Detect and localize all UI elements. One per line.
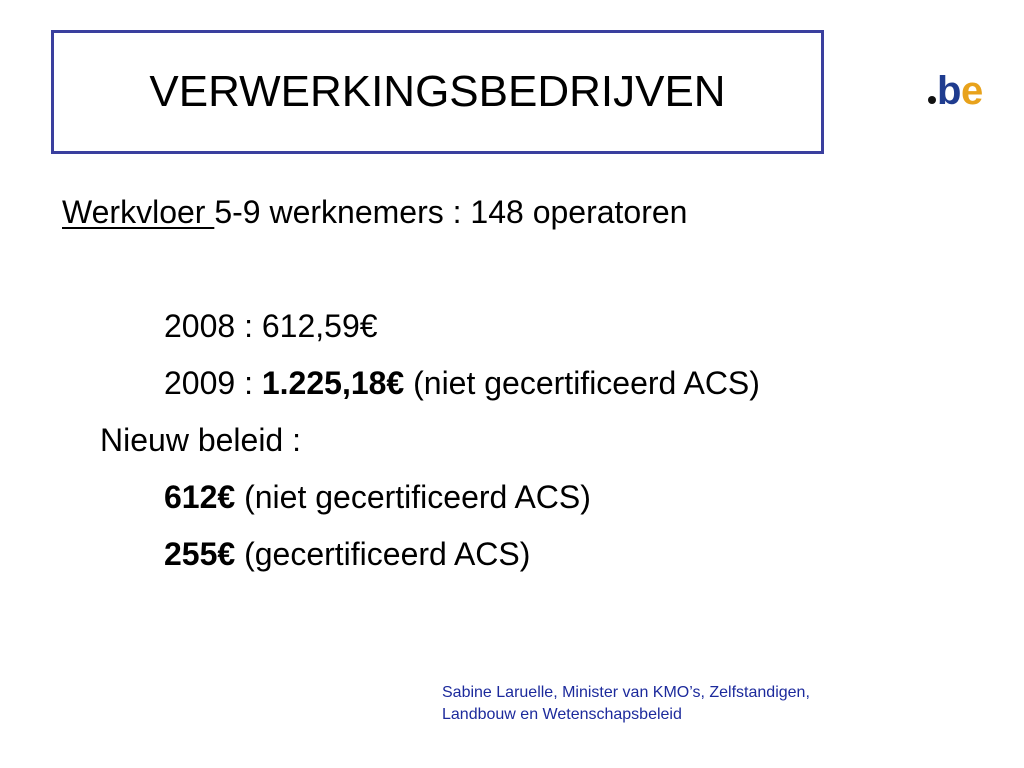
line-werkvloer <box>62 193 687 231</box>
line-255 <box>164 535 530 573</box>
footer-line-2: Landbouw en Wetenschapsbeleid <box>442 706 682 723</box>
nieuw-beleid-label: Nieuw beleid : <box>100 422 301 458</box>
be-logo-letter-b: b <box>937 69 962 110</box>
year-2009-amount: 1.225,18€ <box>261 365 405 401</box>
footer-credit <box>442 682 810 726</box>
year-2009-note: (niet gecertificeerd ACS) <box>404 365 760 401</box>
be-logo-icon <box>926 62 990 110</box>
note-612: (niet gecertificeerd ACS) <box>235 479 591 515</box>
amount-255: 255€ <box>164 536 236 572</box>
title-box <box>51 30 824 154</box>
year-2008-text: 2008 : 612,59€ <box>164 308 378 344</box>
werkvloer-label: Werkvloer <box>62 194 215 230</box>
note-255: (gecertificeerd ACS) <box>235 536 531 572</box>
be-logo-letter-e: e <box>961 69 984 110</box>
footer-line-1: Sabine Laruelle, Minister van KMO’s, Zelfstandigen, <box>442 684 810 701</box>
line-612 <box>164 478 591 516</box>
slide-title: VERWERKINGSBEDRIJVEN <box>149 67 726 116</box>
line-2008 <box>164 307 378 345</box>
year-2009-label: 2009 : <box>164 365 262 401</box>
amount-612: 612€ <box>164 479 236 515</box>
line-2009 <box>164 364 760 402</box>
werkvloer-detail: 5-9 werknemers : 148 operatoren <box>214 194 688 230</box>
line-nieuw-beleid <box>100 421 301 459</box>
